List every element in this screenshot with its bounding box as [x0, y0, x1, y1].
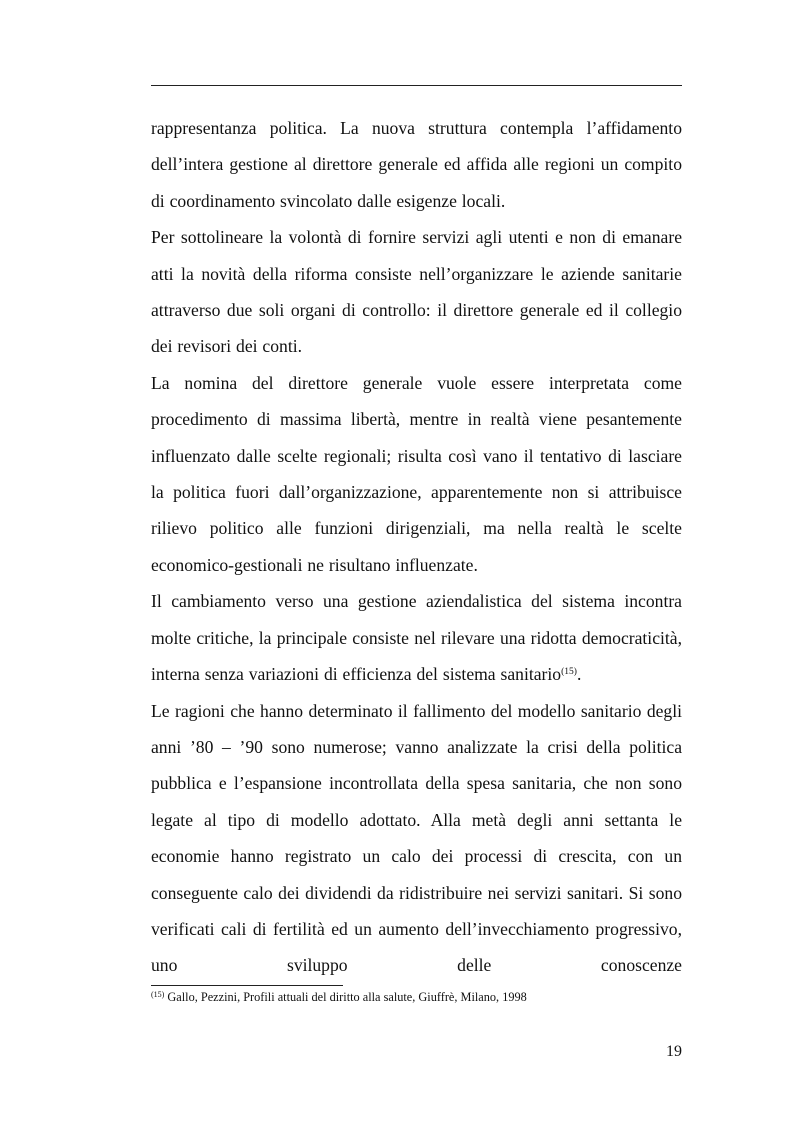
paragraph-3-text: La nomina del direttore generale vuole essere interpretata come procedimento di massima libertà, mentre in realtà viene pesantemente influenzato dalle scelte regionali; risulta così vano il tentativo di lasciare la politica fuori dall’organizzazione, apparentemente non si attribuisce rilievo politico alle funzioni dirigenziali, ma nella realtà le scelte economico-gestionali ne risultano influenzate.	[151, 372, 682, 575]
footnote	[151, 990, 682, 1005]
footnote-reference[interactable]: (15)	[561, 667, 577, 678]
paragraph-5-text: Le ragioni che hanno determinato il fallimento del modello sanitario degli anni ’80 – ’90 sono numerose; vanno analizzate la crisi della politica pubblica e l’espansione incontrollata della spesa sanitaria, che non sono legate al tipo di modello adottato. Alla metà degli anni settanta le economie hanno registrato un calo dei processi di crescita, con un conseguente calo dei dividendi da ridistribuire nei servizi sanitari. Si sono verificati cali di fertilità ed un aumento dell’invecchiamento progressivo, uno sviluppo delle conoscenze	[151, 700, 682, 976]
paragraph-4	[151, 583, 682, 692]
paragraph-1-text: rappresentanza politica. La nuova struttura contempla l’affidamento dell’intera gestione al direttore generale ed affida alle regioni un compito di coordinamento svincolato dalle esigenze locali.	[151, 118, 682, 211]
paragraph-2-text: Per sottolineare la volontà di fornire servizi agli utenti e non di emanare atti la novità della riforma consiste nell’organizzare le aziende sanitarie attraverso due soli organi di controllo: il direttore generale ed il collegio dei revisori dei conti.	[151, 227, 682, 357]
footnote-rule	[151, 985, 343, 986]
paragraph-1	[151, 110, 682, 219]
page-number: 19	[666, 1043, 682, 1060]
footnote-text: Gallo, Pezzini, Profili attuali del diritto alla salute, Giuffrè, Milano, 1998	[167, 990, 527, 1004]
paragraph-3	[151, 365, 682, 583]
paragraph-4-end: .	[576, 664, 582, 685]
body-text	[151, 110, 682, 984]
header-rule	[151, 85, 682, 86]
footnote-marker: (15)	[151, 990, 165, 999]
paragraph-2	[151, 219, 682, 365]
paragraph-4-text: Il cambiamento verso una gestione aziendalistica del sistema incontra molte critiche, la principale consiste nel rilevare una ridotta democraticità, interna senza variazioni di efficienza del sistema sanitario	[151, 591, 682, 685]
paragraph-5	[151, 693, 682, 984]
